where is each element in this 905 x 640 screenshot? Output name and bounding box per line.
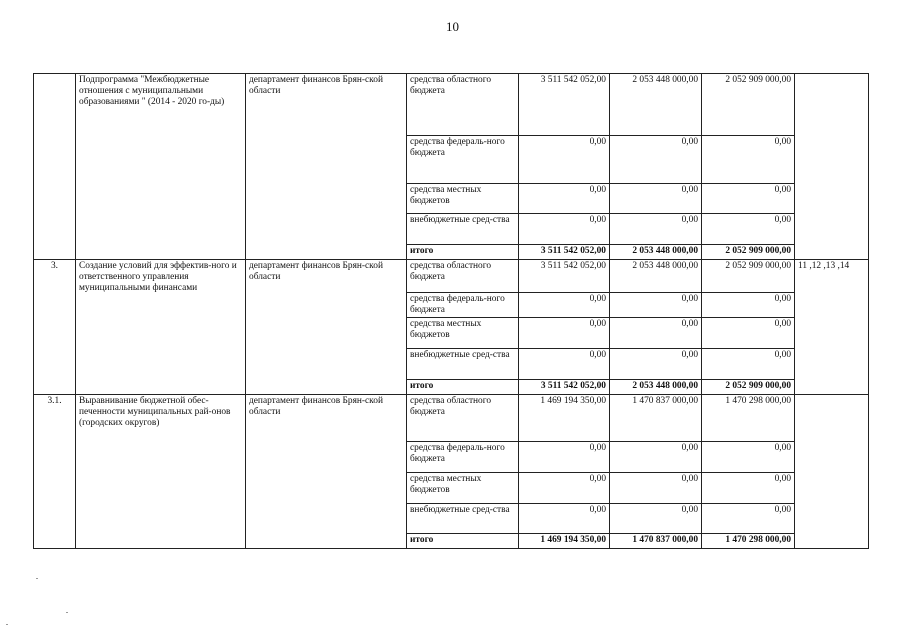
amount-year-1: 0,00 [519, 318, 610, 349]
funding-source: средства федераль-ного бюджета [407, 293, 519, 318]
amount-year-1: 3 511 542 052,00 [519, 245, 610, 260]
amount-year-3: 2 052 909 000,00 [702, 380, 795, 395]
funding-source: средства местных бюджетов [407, 184, 519, 214]
table-row [34, 260, 869, 293]
amount-year-1: 1 469 194 350,00 [519, 534, 610, 549]
funding-source: внебюджетные сред-ства [407, 214, 519, 245]
amount-year-3: 1 470 298 000,00 [702, 534, 795, 549]
amount-year-2: 0,00 [610, 349, 702, 380]
amount-year-3: 0,00 [702, 349, 795, 380]
amount-year-3: 1 470 298 000,00 [702, 395, 795, 442]
table-row [34, 395, 869, 442]
funding-source: средства местных бюджетов [407, 318, 519, 349]
funding-source: внебюджетные сред-ства [407, 504, 519, 534]
activity-name: Подпрограмма "Межбюджетные отношения с муниципальными образованиями " (2014 - 2020 го-ды) [76, 74, 246, 260]
amount-year-2: 2 053 448 000,00 [610, 380, 702, 395]
funding-source: средства федераль-ного бюджета [407, 442, 519, 473]
funding-source: внебюджетные сред-ства [407, 349, 519, 380]
amount-year-1: 3 511 542 052,00 [519, 74, 610, 136]
amount-year-3: 0,00 [702, 442, 795, 473]
funding-source: средства областного бюджета [407, 260, 519, 293]
amount-year-2: 0,00 [610, 184, 702, 214]
funding-source: итого [407, 245, 519, 260]
indicator-numbers: 11 ,12 ,13 ,14 [795, 260, 869, 395]
amount-year-3: 0,00 [702, 214, 795, 245]
amount-year-1: 0,00 [519, 473, 610, 504]
row-number: 3. [34, 260, 76, 395]
amount-year-3: 0,00 [702, 504, 795, 534]
funding-source: средства областного бюджета [407, 395, 519, 442]
amount-year-2: 0,00 [610, 136, 702, 184]
indicator-numbers [795, 74, 869, 260]
row-number [34, 74, 76, 260]
amount-year-1: 0,00 [519, 349, 610, 380]
amount-year-2: 0,00 [610, 442, 702, 473]
scan-speck [6, 624, 8, 625]
amount-year-3: 0,00 [702, 184, 795, 214]
amount-year-1: 0,00 [519, 136, 610, 184]
executor: департамент финансов Брян-ской области [246, 260, 407, 395]
amount-year-3: 2 052 909 000,00 [702, 245, 795, 260]
table-body [34, 74, 869, 549]
budget-table [33, 73, 869, 549]
amount-year-3: 0,00 [702, 318, 795, 349]
amount-year-2: 2 053 448 000,00 [610, 245, 702, 260]
amount-year-3: 2 052 909 000,00 [702, 260, 795, 293]
table-row [34, 74, 869, 136]
amount-year-3: 0,00 [702, 293, 795, 318]
page-number: 10 [446, 19, 459, 34]
funding-source: итого [407, 380, 519, 395]
funding-source: итого [407, 534, 519, 549]
funding-source: средства областного бюджета [407, 74, 519, 136]
amount-year-1: 0,00 [519, 184, 610, 214]
amount-year-2: 2 053 448 000,00 [610, 74, 702, 136]
amount-year-1: 3 511 542 052,00 [519, 380, 610, 395]
executor: департамент финансов Брян-ской области [246, 74, 407, 260]
amount-year-2: 1 470 837 000,00 [610, 395, 702, 442]
amount-year-2: 0,00 [610, 318, 702, 349]
scan-speck [66, 612, 68, 613]
row-number: 3.1. [34, 395, 76, 549]
amount-year-2: 0,00 [610, 473, 702, 504]
funding-source: средства местных бюджетов [407, 473, 519, 504]
amount-year-1: 0,00 [519, 293, 610, 318]
activity-name: Выравнивание бюджетной обес-печенности муниципальных рай-онов (городских округов) [76, 395, 246, 549]
amount-year-1: 1 469 194 350,00 [519, 395, 610, 442]
funding-source: средства федераль-ного бюджета [407, 136, 519, 184]
amount-year-3: 2 052 909 000,00 [702, 74, 795, 136]
amount-year-1: 0,00 [519, 504, 610, 534]
amount-year-1: 0,00 [519, 214, 610, 245]
amount-year-3: 0,00 [702, 136, 795, 184]
executor: департамент финансов Брян-ской области [246, 395, 407, 549]
amount-year-2: 2 053 448 000,00 [610, 260, 702, 293]
amount-year-1: 3 511 542 052,00 [519, 260, 610, 293]
amount-year-2: 0,00 [610, 504, 702, 534]
activity-name: Создание условий для эффектив-ного и ответственного управления муниципальными финансами [76, 260, 246, 395]
amount-year-1: 0,00 [519, 442, 610, 473]
amount-year-2: 1 470 837 000,00 [610, 534, 702, 549]
amount-year-3: 0,00 [702, 473, 795, 504]
amount-year-2: 0,00 [610, 293, 702, 318]
amount-year-2: 0,00 [610, 214, 702, 245]
indicator-numbers [795, 395, 869, 549]
scan-speck [36, 578, 38, 579]
